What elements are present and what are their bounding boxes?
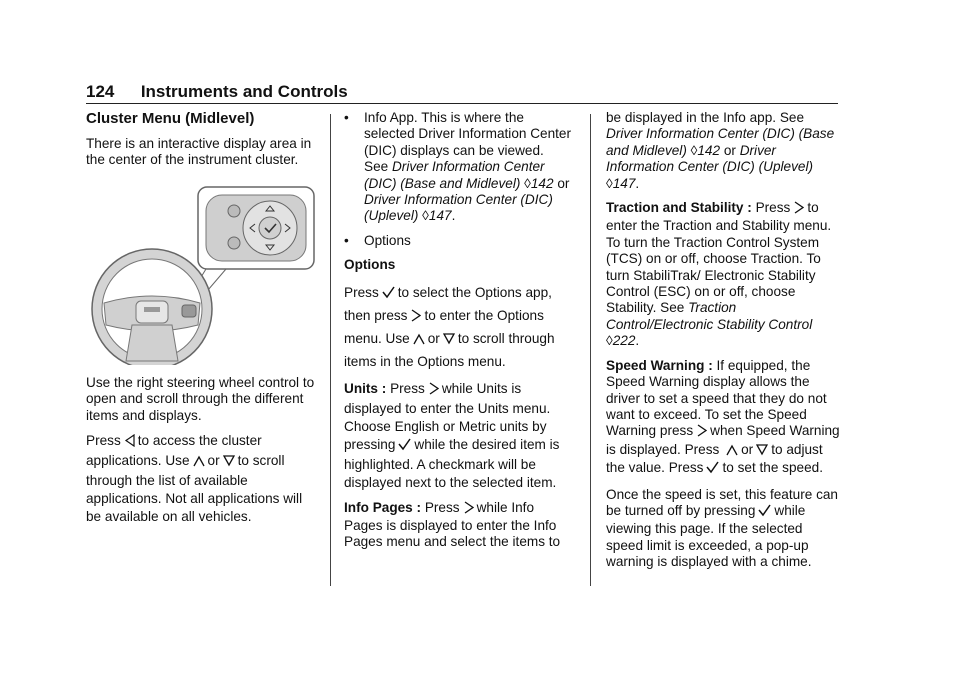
down-arrow-icon [223,454,235,472]
steering-wheel-illustration [86,185,316,365]
page-header [86,82,838,102]
page-number: 124 [86,82,115,101]
bullet-options: • Options [344,232,411,248]
page-ref-icon: ◊ [606,333,613,349]
page-ref-icon: ◊ [606,175,613,191]
speed-off-paragraph: Once the speed is set, this feature can be turned off by pressing while viewing this page. If the selected speed limit is exceeded, a pop-up warning is displayed with a chime. [606,486,838,570]
intro-paragraph: There is an interactive display area in the center of the instrument cluster. [86,136,312,168]
right-arrow-icon [428,382,439,400]
traction-paragraph: Traction and Stability : Press to enter the Traction and Stability menu. To turn the Traction Control System (TCS) on or off, choose Traction. To turn StabiliTrak/ Electronic Stability Control (ESC) on or off, choose Stability. See Traction Control/Electronic Stability Control ◊222. [606,200,832,349]
check-icon [758,504,771,521]
press-access-paragraph: Press to access the cluster applications. Use or to scroll through the list of available applications. Not all applications will be available on all vehicles. [86,433,303,525]
options-heading: Options [344,257,396,273]
right-arrow-icon [463,501,474,518]
page-ref-icon: ◊ [524,175,531,191]
up-arrow-icon [193,454,205,472]
header-rule [86,103,838,104]
down-arrow-icon [756,444,768,460]
info-pages-continued: be displayed in the Info app. See Driver Information Center (DIC) (Base and Midlevel) ◊142 or Driver Information Center (DIC) (Uplevel) ◊147. [606,110,835,191]
bullet-info-app: • Info App. This is where the selected Driver Information Center (DIC) displays can be viewed. See Driver Information Center (DIC) (Base and Midlevel) ◊142 or Driver Information Center (DIC) (Uplevel) ◊147. [344,110,572,224]
right-arrow-icon [793,201,804,218]
column-divider-2 [590,114,591,586]
page-ref-icon: ◊ [422,208,429,224]
column-divider-1 [330,114,331,586]
options-paragraph: Press to select the Options app, then press to enter the Options menu. Use or to scroll through items in the Options menu. [344,284,555,369]
thumbwheel-icon [124,434,135,452]
check-icon [706,461,719,478]
units-paragraph: Units : Press while Units is displayed to enter the Units menu. Choose English or Metric units by pressing while the desired item is highlighted. A checkmark will be displayed next to the selected item. [344,380,560,490]
column-3 [606,110,840,579]
up-arrow-icon [726,444,738,460]
steering-control-paragraph: Use the right steering wheel control to open and scroll through the different items and displays. [86,374,315,423]
xref-dic-uplevel[interactable]: Driver Information Center (DIC) (Uplevel) [606,142,813,175]
section-title: Instruments and Controls [140,82,348,101]
right-arrow-icon [410,307,421,328]
page-ref-icon: ◊ [690,142,698,158]
check-icon [382,284,395,305]
xref-dic-base[interactable]: Driver Information Center (DIC) (Base and Midlevel) [606,126,835,158]
xref-traction-control[interactable]: Traction Control/Electronic Stability Control [606,300,813,332]
xref-dic-uplevel[interactable]: Driver Information Center (DIC) (Uplevel) [364,192,553,224]
up-arrow-icon [413,330,425,351]
check-icon [398,438,411,456]
column-2 [344,110,576,559]
cluster-menu-heading: Cluster Menu (Midlevel) [86,110,255,127]
xref-dic-base[interactable]: Driver Information Center (DIC) (Base and Midlevel) [364,159,545,191]
down-arrow-icon [443,330,455,351]
info-pages-paragraph: Info Pages : Press while Info Pages is displayed to enter the Info Pages menu and select the items to [344,499,561,550]
right-arrow-icon [696,424,707,441]
column-1 [86,110,316,534]
speed-warning-paragraph: Speed Warning : If equipped, the Speed Warning display allows the driver to set a speed that they do not want to exceed. To set the Speed Warning press when Speed Warning is displayed. Press or to adjust the value. Press to set the speed. [606,358,840,479]
